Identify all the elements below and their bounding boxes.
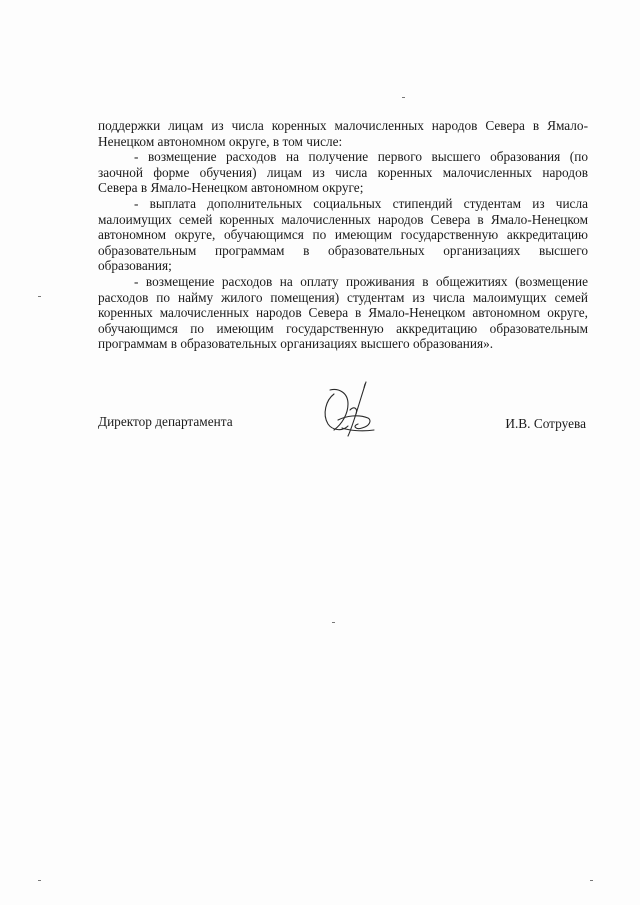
text-line: поддержки лицам из числа коренных малочисленных народов Севера в Ямало- — [98, 118, 588, 133]
scan-speck — [402, 97, 405, 98]
list-item-line: расходов по найму жилого помещения) студентам из числа малоимущих семей — [98, 289, 588, 305]
handwritten-signature — [318, 380, 378, 438]
list-item-line: программам в образовательных организациях высшего образования». — [98, 336, 494, 352]
scan-speck — [332, 622, 335, 623]
list-item-line: обучающимся по имеющим государственную аккредитацию образовательным — [98, 320, 588, 336]
list-item-line: малоимущих семей коренных малочисленных народов Севера в Ямало-Ненецком — [98, 211, 588, 227]
list-item-line: - выплата дополнительных социальных стипендий студентам из числа — [134, 195, 588, 211]
document-body — [98, 118, 588, 352]
list-item-line: - возмещение расходов на оплату проживания в общежитиях (возмещение — [134, 273, 588, 289]
text-line: Ненецком автономном округе, в том числе: — [98, 133, 343, 149]
list-item-line: заочной форме обучения) лицам из числа коренных малочисленных народов — [98, 164, 588, 180]
list-item-line: - возмещение расходов на получение первого высшего образования (по — [134, 149, 588, 165]
list-item-line: автономном округе, обучающимся по имеющим государственную аккредитацию — [98, 227, 588, 243]
signatory-name: И.В. Сотруева — [505, 416, 586, 431]
signatory-position: Директор департамента — [98, 414, 233, 429]
scan-speck — [38, 880, 41, 881]
scan-speck — [38, 296, 41, 297]
list-item-line: образовательным программам в образовательных организациях высшего — [98, 242, 588, 258]
scan-speck — [590, 880, 593, 881]
list-item-line: Севера в Ямало-Ненецком автономном округе; — [98, 180, 364, 196]
list-item-line: образования; — [98, 258, 172, 274]
list-item-line: коренных малочисленных народов Севера в Ямало-Ненецком автономном округе, — [98, 305, 588, 321]
